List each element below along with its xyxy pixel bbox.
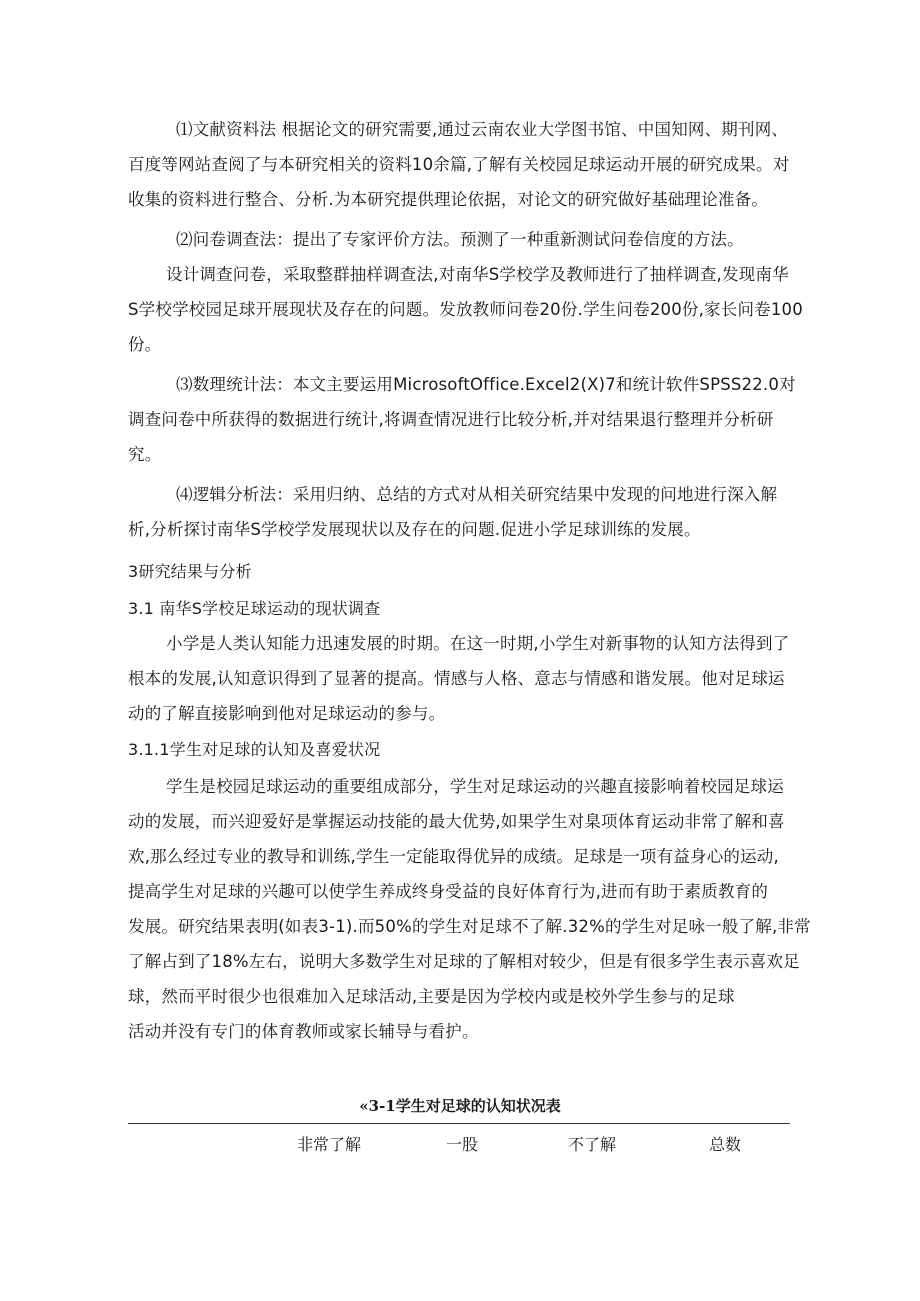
paragraph-line: 动的了解直接影响到他对足球运动的参与。 xyxy=(128,704,446,723)
paragraph-line: 小学是人类认知能力迅速发展的时期。在这一时期,小学生对新事物的认知方法得到了 xyxy=(166,634,790,653)
paragraph-line: 究。 xyxy=(128,445,162,464)
paragraph-line: 根本的发展,认知意识得到了显著的提高。情感与人格、意志与情感和谐发展。他对足球运 xyxy=(128,669,785,688)
paragraph-line: 欢,那么经过专业的教导和训练,学生一定能取得优异的成绩。足球是一项有益身心的运动, xyxy=(128,847,779,866)
table-header-cell: 非常了解 xyxy=(297,1135,362,1154)
paragraph-line: 了解占到了18%左右，说明大多数学生对足球的了解相对较少，但是有很多学生表示喜欢足 xyxy=(128,952,800,971)
paragraph-line: 调查问卷中所获得的数据进行统计,将调查情况进行比较分析,并对结果退行整理并分析研 xyxy=(128,410,774,429)
paragraph-line: ⑷逻辑分析法：采用归纳、总结的方式对从相关研究结果中发现的问地进行深入解 xyxy=(176,485,778,504)
table-caption: «3-1学生对足球的认知状况表 xyxy=(359,1097,561,1115)
paragraph-line: S学校学校园足球开展现状及存在的问题。发放教师问卷20份.学生问卷200份,家长问卷100 xyxy=(128,300,803,319)
paragraph-line: 设计调查问卷，采取整群抽样调查法,对南华S学校学及教师进行了抽样调查,发现南华 xyxy=(166,265,789,284)
paragraph-line: 提高学生对足球的兴趣可以使学生养成终身受益的良好体育行为,进而有助于素质教育的 xyxy=(128,882,769,901)
paragraph-line: ⑵问卷调查法：提出了专家评价方法。预测了一种重新测试问卷信度的方法。 xyxy=(176,230,744,249)
paragraph-line: 发展。研究结果表明(如表3-1).而50%的学生对足球不了解.32%的学生对足咏一般了解,非常 xyxy=(128,917,811,936)
section-heading: 3研究结果与分析 xyxy=(128,562,252,581)
paragraph-line: 动的发展，而兴迎爱好是掌握运动技能的最大优势,如果学生对臬项体育运动非常了解和喜 xyxy=(128,812,785,831)
paragraph-line: ⑴文献资料法 根据论文的研究需要,通过云南农业大学图书馆、中国知网、期刊网、 xyxy=(176,120,789,139)
subsection-heading: 3.1 南华S学校足球运动的现状调查 xyxy=(128,599,381,618)
paragraph-line: 百度等网站查阅了与本研究相关的资料10余篇,了解有关校园足球运动开展的研究成果。对 xyxy=(128,155,790,174)
paragraph-line: 析,分析探讨南华S学校学发展现状以及存在的问题.促进小学足球训练的发展。 xyxy=(128,520,701,539)
paragraph-line: ⑶数理统计法：本文主要运用MicrosoftOffice.Excel2(X)7和统计软件SPSS22.0对 xyxy=(176,375,796,394)
paragraph-line: 球，然而平时很少也很难加入足球活动,主要是因为学校内或是校外学生参与的足球 xyxy=(128,987,735,1006)
table-header-cell: 总数 xyxy=(709,1135,742,1154)
table-header-cell: 不了解 xyxy=(568,1135,617,1154)
table-header-cell: 一股 xyxy=(446,1135,479,1154)
subsubsection-heading: 3.1.1学生对足球的认知及喜爱状况 xyxy=(128,740,381,759)
paragraph-line: 收集的资料进行整合、分析.为本研究提供理论依据，对论文的研究做好基础理论准备。 xyxy=(128,190,769,209)
table-top-rule xyxy=(128,1123,790,1124)
paragraph-line: 活动并没有专门的体育教师或家长辅导与看护。 xyxy=(128,1022,479,1041)
paragraph-line: 学生是校园足球运动的重要组成部分，学生对足球运动的兴趣直接影响着校园足球运 xyxy=(166,777,784,796)
paragraph-line: 份。 xyxy=(128,335,162,354)
